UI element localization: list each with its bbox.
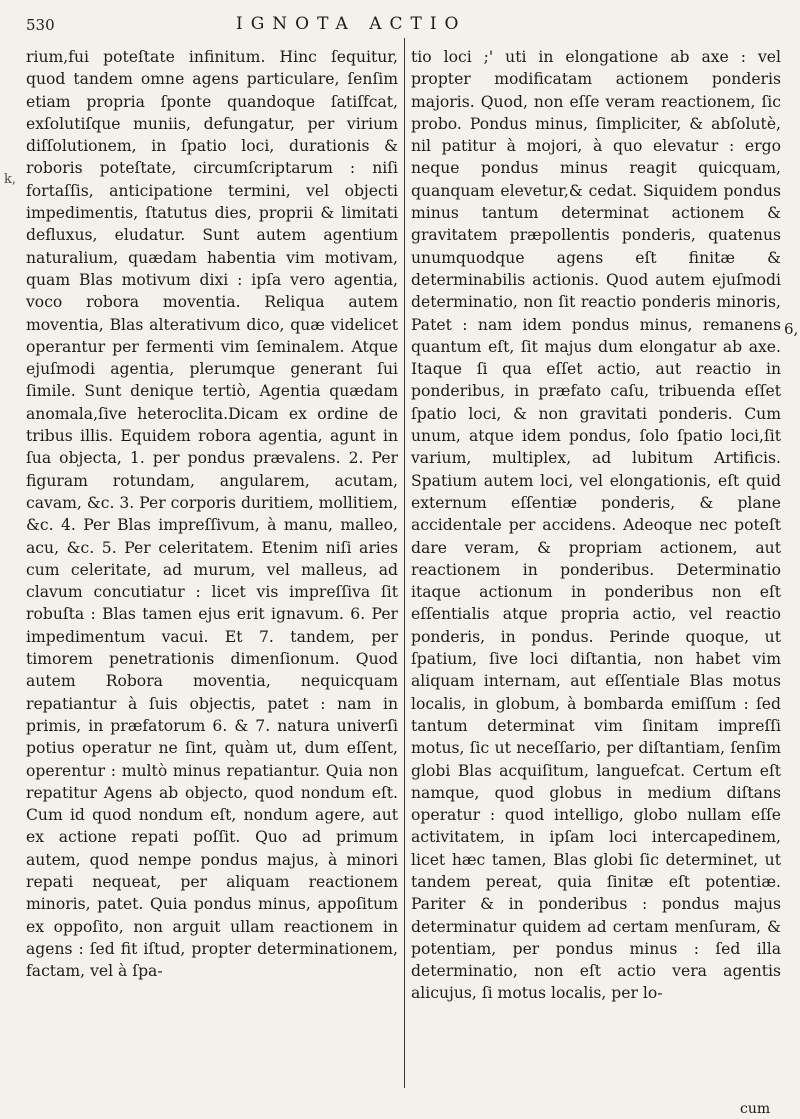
column-divider [404, 38, 405, 1088]
left-column [26, 46, 398, 982]
page-number: 530 [26, 16, 55, 34]
running-title: IGNOTA ACTIO [236, 14, 467, 34]
left-column-text: rium,fui poteſtate infinitum. Hinc ſequitur, quod tandem omne agens particulare, ſenſim etiam propria ſponte quandoque ſatiſfcat, exſolutiſque muniis, defungatur, per virium diſſolutionem, in ſpatio loci, durationis & roboris poteſtate, circumſcriptarum : niſi fortaſſis, anticipatione termini, vel objecti impedimentis, ſtatutus dies, proprii & limitati defluxus, eludatur. Sunt autem agentium naturalium, quædam habentia vim motivam, quam Blas motivum dixi : ipſa vero agentia, voco robora moventia. Reliqua autem moventia, Blas alterativum dico, quæ videlicet operantur per fermenti vim ſeminalem. Atque ejuſmodi agentia, plerumque generant ſui ſimile. Sunt denique tertiò, Agentia quædam anomala,ſive heteroclita.Dicam ex ordine de tribus illis. Equidem robora agentia, agunt in ſua objecta, 1. per pondus prævalens. 2. Per figuram rotundam, angularem, acutam, cavam, &c. 3. Per corporis duritiem, mollitiem, &c. 4. Per Blas impreſſivum, à manu, malleo, acu, &c. 5. Per celeritatem. Etenim niſi aries cum celeritate, ad murum, vel malleus, ad clavum concutiatur : licet vis impreſſiva ſit robuſta : Blas tamen ejus erit ignavum. 6. Per impedimentum vacui. Et 7. tandem, per timorem penetrationis dimenſionum. Quod autem Robora moventia, nequicquam repatiantur à ſuis objectis, patet : nam in primis, in præfatorum 6. & 7. natura univerſi potius operatur ne ſint, quàm ut, dum eſſent, operentur : multò minus repatiantur. Quia non repatitur Agens ab objecto, quod nondum eſt. Cum id quod nondum eſt, nondum agere, aut ex actione repati poſſit. Quo ad primum autem, quod nempe pondus majus, à minori repati nequeat, per aliquam reactionem minoris, patet. Quia pondus minus, appoſitum ex oppoſito, non arguit ullam reactionem in agens : ſed fit iſtud, propter determinationem, factam, vel à ſpa- [26, 48, 398, 981]
catchword: cum [740, 1101, 771, 1117]
right-column [411, 46, 781, 1005]
right-column-text: tio loci ;' uti in elongatione ab axe : vel propter modificatam actionem ponderis majoris. Quod, non eſſe veram reactionem, ſic probo. Pondus minus, ſimpliciter, & abſolutè, nil patitur à mojori, à quo elevatur : ergo neque pondus minus reagit quicquam, quanquam elevetur,& cedat. Siquidem pondus minus tantum determinat actionem & gravitatem præpollentis ponderis, quatenus unumquodque agens eſt finitæ & determinabilis actionis. Quod autem ejuſmodi determinatio, non ſit reactio ponderis minoris, Patet : nam idem pondus minus, remanens quantum eſt, ſit majus dum elongatur ab axe. Itaque ſi qua eſſet actio, aut reactio in ponderibus, in præfato caſu, tribuenda eſſet ſpatio loci, & non gravitati ponderis. Cum unum, atque idem pondus, ſolo ſpatio loci,ſit varium, multiplex, ad lubitum Artificis. Spatium autem loci, vel elongationis, eſt quid externum eſſentiæ ponderis, & plane accidentale per accidens. Adeoque nec poteſt dare veram, & propriam actionem, aut reactionem in ponderibus. Determinatio itaque actionum in ponderibus non eſt eſſentialis atque propria actio, vel reactio ponderis, in pondus. Perinde quoque, ut ſpatium, ſive loci diſtantia, non habet vim aliquam internam, aut eſſentiale Blas motus localis, in globum, à bombarda emiſſum : ſed tantum determinat vim ſinitam impreſſi motus, ſic ut neceſſario, per diſtantiam, ſenſim globi Blas acquiſitum, languefcat. Certum eſt namque, quod globus in medium diſtans operatur : quod intelligo, globo nullam eſſe activitatem, in ipſam loci intercapedinem, licet hæc tamen, Blas globi ſic determinet, ut tandem pereat, quia ſinitæ eſt potentiæ. Pariter & in ponderibus : pondus majus determinatur quidem ad certam menſuram, & potentiam, per pondus minus : ſed illa determinatio, non eſt actio vera agentis alicujus, ſi motus localis, per lo- [411, 48, 781, 1003]
margin-annotation: k, [4, 172, 17, 187]
margin-line-number: 6, [784, 320, 799, 338]
